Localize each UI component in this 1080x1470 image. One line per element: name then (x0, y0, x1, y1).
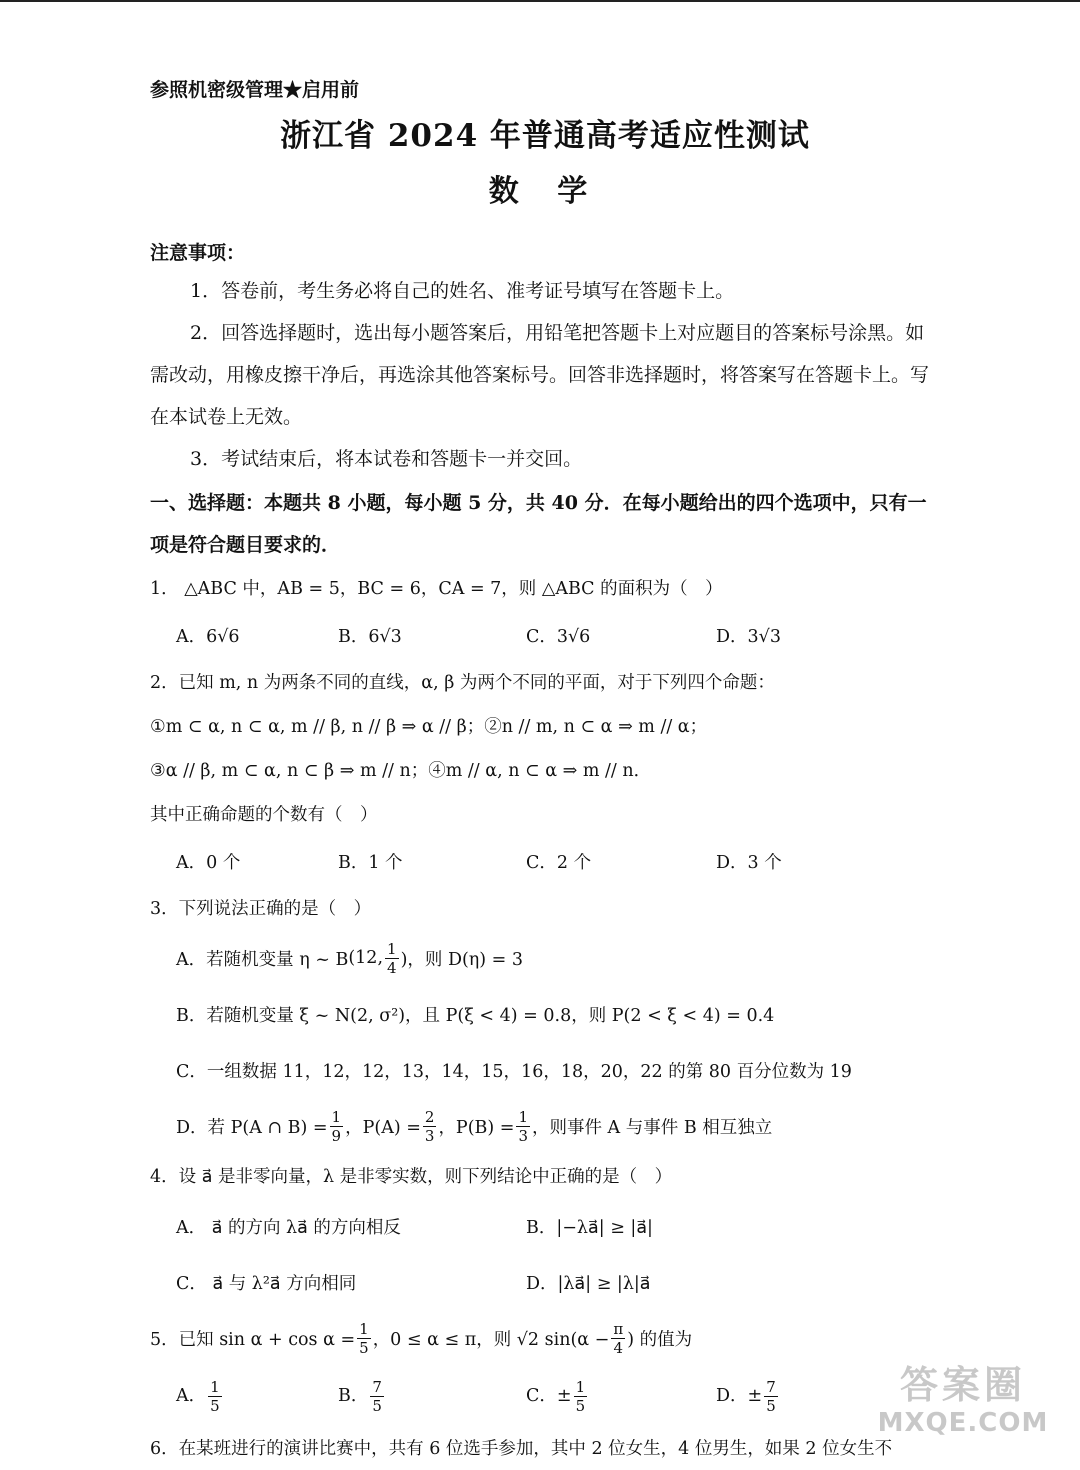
fraction-denominator: 5 (575, 1396, 586, 1415)
fraction-denominator: 3 (424, 1126, 435, 1145)
q3-option-b: B．若随机变量 ξ ~ N(2, σ²)，且 P(ξ < 4) = 0.8，则 P(2 < ξ < 4) = 0.4 (176, 1005, 775, 1026)
option-fraction (370, 1378, 384, 1415)
q4-option-b: B．|−λa⃗| ≥ |a⃗| (526, 1217, 653, 1238)
q4-options-row-2 (150, 1254, 940, 1310)
q1-option-b: B．6√3 (338, 626, 402, 647)
notice-item-3: 3．考试结束后，将本试卷和答题卡一并交回。 (190, 448, 583, 470)
q3d-fraction-1 (330, 1108, 344, 1145)
question-6-stem: 6．在某班进行的演讲比赛中，共有 6 位选手参加，其中 2 位女生，4 位男生，如果 2 位女生不 (150, 1439, 893, 1459)
exam-title: 浙江省 2024 年普通高考适应性测试 (280, 118, 810, 154)
q3d-fraction-2 (423, 1108, 437, 1145)
q3-option-c: C．一组数据 11，12，12，13，14，15，16，18，20，22 的第 80 百分位数为 19 (176, 1061, 852, 1082)
exam-page (150, 70, 940, 1470)
q4-option-c: C． a⃗ 与 λ²a⃗ 方向相同 (176, 1273, 357, 1294)
question-2-propositions-1: ①m ⊂ α, n ⊂ α, m // β, n // β ⇒ α // β；②n // m, n ⊂ α ⇒ m // α； (150, 717, 708, 737)
question-1-options (150, 610, 940, 660)
fraction-denominator: 5 (766, 1396, 776, 1415)
q3-option-a (150, 930, 940, 986)
q5-stem-prefix: 5．已知 sin α + cos α = (150, 1329, 356, 1350)
fraction-numerator: 1 (575, 1377, 586, 1396)
fraction-denominator: 4 (387, 958, 397, 977)
fraction-numerator: 7 (372, 1377, 382, 1396)
fraction-denominator: 9 (331, 1126, 342, 1145)
q4-option-d: D．|λa⃗| ≥ |λ|a⃗ (526, 1273, 651, 1294)
option-label: D． (716, 1385, 748, 1406)
q2-option-c: C．2 个 (526, 852, 592, 873)
q2-option-d: D．3 个 (716, 852, 782, 873)
question-5-options (150, 1366, 940, 1426)
q1-option-c: C．3√6 (526, 626, 591, 647)
option-fraction (574, 1378, 588, 1415)
option-label: A． (176, 1385, 207, 1406)
question-1-stem: 1． △ABC 中，AB = 5，BC = 6，CA = 7，则 △ABC 的面积为（ ） (150, 579, 723, 599)
watermark-text: 答案圈 (899, 1363, 1026, 1407)
q5-option-c (526, 1378, 716, 1415)
fraction-numerator: 2 (424, 1107, 435, 1126)
question-5-stem (150, 1310, 940, 1366)
q5-stem-mid: ，0 ≤ α ≤ π，则 √2 sin(α − (372, 1329, 610, 1350)
q3a-suffix: )，则 D(η) = 3 (400, 949, 524, 970)
q1-option-a: A．6√6 (176, 626, 240, 647)
fraction-numerator: 1 (387, 939, 397, 958)
fraction-numerator: π (613, 1319, 624, 1338)
q2-option-a: A．0 个 (176, 852, 241, 873)
question-2-options (150, 836, 940, 886)
question-3-stem: 3．下列说法正确的是（ ） (150, 899, 372, 919)
fraction-numerator: 1 (359, 1319, 369, 1338)
fraction-numerator: 1 (518, 1107, 528, 1126)
q5-option-b (338, 1378, 526, 1415)
q5-stem-fraction (357, 1320, 371, 1357)
q3d-fraction-3 (516, 1108, 530, 1145)
q5-stem-suffix: ) 的值为 (627, 1329, 693, 1350)
q3d-mid-2: ，P(B) = (438, 1117, 515, 1138)
q3d-suffix: ，则事件 A 与事件 B 相互独立 (532, 1117, 773, 1138)
option-label: C． (526, 1385, 557, 1406)
option-sign: ± (556, 1385, 572, 1406)
option-fraction (208, 1378, 222, 1415)
q5-stem-fraction-pi (611, 1320, 625, 1357)
fraction-numerator: 7 (766, 1377, 776, 1396)
top-border-line (0, 0, 1080, 2)
option-sign: ± (747, 1385, 763, 1406)
q3a-args: (12, (348, 948, 384, 968)
fraction-numerator: 1 (331, 1107, 342, 1126)
q3d-mid-1: ，P(A) = (345, 1117, 421, 1138)
q2-option-b: B．1 个 (338, 852, 403, 873)
notice-item-1: 1．答卷前，考生务必将自己的姓名、准考证号填写在答题卡上。 (190, 280, 735, 302)
subject-title: 数 学 (488, 174, 602, 209)
notice-item-2: 2．回答选择题时，选出每小题答案后，用铅笔把答题卡上对应题目的答案标号涂黑。如需改动，用橡皮擦干净后，再选涂其他答案标号。回答非选择题时，将答案写在答题卡上。写在本试卷上无效。 (150, 322, 930, 428)
q4-options-row-1 (150, 1198, 940, 1254)
option-fraction (764, 1378, 778, 1415)
watermark-url: MXQE.COM (877, 1408, 1049, 1438)
q3d-prefix: D．若 P(A ∩ B) = (176, 1117, 328, 1138)
fraction-denominator: 5 (210, 1396, 220, 1415)
watermark-logo (868, 1362, 1058, 1448)
option-label: B． (338, 1385, 369, 1406)
q3a-prefix: A．若随机变量 η ~ B (176, 949, 349, 970)
secret-level-note: 参照机密级管理★启用前 (150, 79, 360, 101)
question-2-ask: 其中正确命题的个数有（ ） (150, 805, 378, 825)
q4-option-a: A． a⃗ 的方向 λa⃗ 的方向相反 (176, 1217, 401, 1238)
question-2-stem: 2．已知 m, n 为两条不同的直线，α, β 为两个不同的平面，对于下列四个命题： (150, 673, 775, 693)
q5-option-a (176, 1378, 338, 1415)
fraction-denominator: 4 (613, 1338, 624, 1357)
question-4-stem: 4．设 a⃗ 是非零向量，λ 是非零实数，则下列结论中正确的是（ ） (150, 1167, 673, 1187)
question-2-propositions-2: ③α // β, m ⊂ α, n ⊂ β ⇒ m // n；④m // α, n ⊂ α ⇒ m // n． (150, 761, 652, 781)
fraction-denominator: 5 (372, 1396, 382, 1415)
fraction-denominator: 3 (518, 1126, 528, 1145)
q1-option-d: D．3√3 (716, 626, 781, 647)
fraction-numerator: 1 (210, 1377, 220, 1396)
fraction-denominator: 5 (359, 1338, 369, 1357)
q3a-fraction (385, 940, 399, 977)
q3-option-d (150, 1098, 940, 1154)
notice-heading: 注意事项： (150, 242, 246, 264)
section-heading: 一、选择题：本题共 8 小题，每小题 5 分，共 40 分．在每小题给出的四个选项中，只有一项是符合题目要求的． (150, 492, 927, 556)
